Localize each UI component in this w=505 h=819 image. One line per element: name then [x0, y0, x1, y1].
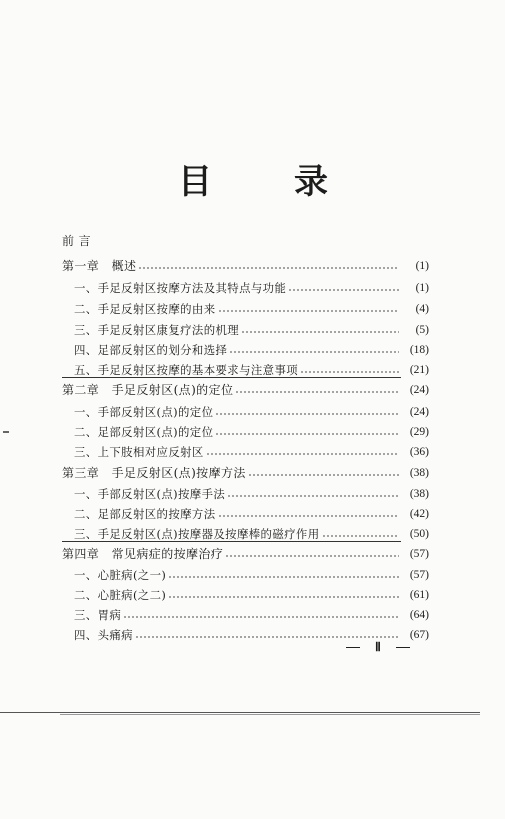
toc-section[interactable]: [74, 505, 429, 522]
leader-dots: [215, 433, 399, 435]
toc-entry-label: 一、手部反射区(点)按摩手法: [74, 486, 226, 501]
toc-section[interactable]: [74, 485, 429, 502]
leader-dots: [241, 331, 399, 333]
divider: [62, 541, 401, 542]
toc-page-number: (61): [409, 588, 429, 601]
toc-page-number: (18): [409, 343, 429, 356]
leader-dots: [168, 596, 399, 598]
toc-page-number: (21): [409, 363, 429, 376]
toc-section[interactable]: [74, 341, 429, 358]
toc-section[interactable]: [74, 525, 429, 542]
toc-entry-label: 三、手足反射区康复疗法的机理: [74, 322, 240, 337]
toc-entry-label: 第二章 手足反射区(点)的定位: [62, 383, 234, 397]
toc-section[interactable]: [74, 403, 429, 420]
toc-entry-label: 二、心脏病(之二): [74, 587, 167, 602]
toc-section[interactable]: [74, 423, 429, 440]
toc-page-number: (36): [409, 445, 429, 458]
toc-preface[interactable]: [62, 232, 401, 249]
scan-edge-line: [0, 712, 480, 713]
footer-page-number: Ⅱ: [375, 639, 381, 654]
leader-dots: [123, 616, 399, 618]
toc-section[interactable]: [74, 300, 429, 317]
leader-dots: [215, 413, 399, 415]
toc-section[interactable]: [74, 321, 429, 338]
toc-entry-label: 三、手足反射区(点)按摩器及按摩棒的磁疗作用: [74, 526, 320, 541]
toc-page-number: (1): [415, 259, 429, 272]
toc-chapter-3[interactable]: [62, 464, 429, 481]
leader-dots: [135, 636, 399, 638]
leader-dots: [218, 310, 400, 312]
leader-dots: [206, 453, 399, 455]
toc-page-number: (64): [409, 608, 429, 621]
toc-entry-label: 二、手足反射区按摩的由来: [74, 301, 216, 316]
toc-entry-label: 一、手部反射区(点)的定位: [74, 404, 214, 419]
toc-page-number: (24): [409, 383, 429, 396]
toc-page-number: (38): [409, 487, 429, 500]
toc-entry-label: 四、足部反射区的划分和选择: [74, 342, 228, 357]
footer-dash-right: [396, 647, 410, 648]
leader-dots: [225, 555, 399, 557]
toc-section[interactable]: [74, 606, 429, 623]
leader-dots: [235, 391, 399, 393]
toc-entry-label: 第一章 概述: [62, 259, 137, 273]
scan-mark: [3, 431, 9, 433]
toc-entry-label: 一、手足反射区按摩方法及其特点与功能: [74, 280, 287, 295]
toc-chapter-4[interactable]: [62, 545, 429, 562]
toc-entry-label: 三、上下肢相对应反射区: [74, 444, 204, 459]
toc-section[interactable]: [74, 586, 429, 603]
page-footer: [346, 639, 410, 655]
toc-chapter-2[interactable]: [62, 381, 429, 398]
toc-page-number: (29): [409, 425, 429, 438]
toc-section[interactable]: [74, 279, 429, 296]
toc-chapter-1[interactable]: [62, 257, 429, 274]
toc-page-number: (1): [415, 281, 429, 294]
toc-entry-label: 四、头痛病: [74, 627, 133, 642]
scan-edge-line-secondary: [60, 714, 480, 715]
toc-page-number: (57): [409, 568, 429, 581]
toc-section[interactable]: [74, 361, 429, 378]
leader-dots: [227, 495, 399, 497]
toc-entry-label: 二、足部反射区(点)的定位: [74, 424, 214, 439]
leader-dots: [218, 515, 400, 517]
toc-page-number: (4): [415, 302, 429, 315]
toc-page-number: (57): [409, 547, 429, 560]
toc-section[interactable]: [74, 566, 429, 583]
leader-dots: [168, 576, 399, 578]
leader-dots: [300, 371, 399, 373]
leader-dots: [138, 267, 399, 269]
toc-entry-label: 一、心脏病(之一): [74, 567, 167, 582]
toc-page-number: (24): [409, 405, 429, 418]
toc-entry-label: 五、手足反射区按摩的基本要求与注意事项: [74, 362, 299, 377]
toc-page-number: (5): [415, 323, 429, 336]
page-title: [178, 158, 328, 202]
title-char-2: 录: [294, 161, 328, 202]
leader-dots: [288, 289, 399, 291]
divider: [62, 377, 401, 378]
toc-page-number: (42): [409, 507, 429, 520]
toc-page-number: (38): [409, 466, 429, 479]
toc-entry-label: 二、足部反射区的按摩方法: [74, 506, 216, 521]
leader-dots: [322, 535, 399, 537]
leader-dots: [229, 351, 399, 353]
toc-section[interactable]: [74, 443, 429, 460]
toc-entry-label: 第四章 常见病症的按摩治疗: [62, 547, 224, 561]
toc-entry-label: 前 言: [62, 234, 92, 248]
toc-page-number: (67): [409, 628, 429, 641]
toc-entry-label: 三、胃病: [74, 607, 122, 622]
toc-entry-label: 第三章 手足反射区(点)按摩方法: [62, 466, 246, 480]
toc-page-number: (50): [409, 527, 429, 540]
leader-dots: [248, 474, 399, 476]
footer-dash-left: [346, 647, 360, 648]
title-char-1: 目: [178, 161, 212, 202]
